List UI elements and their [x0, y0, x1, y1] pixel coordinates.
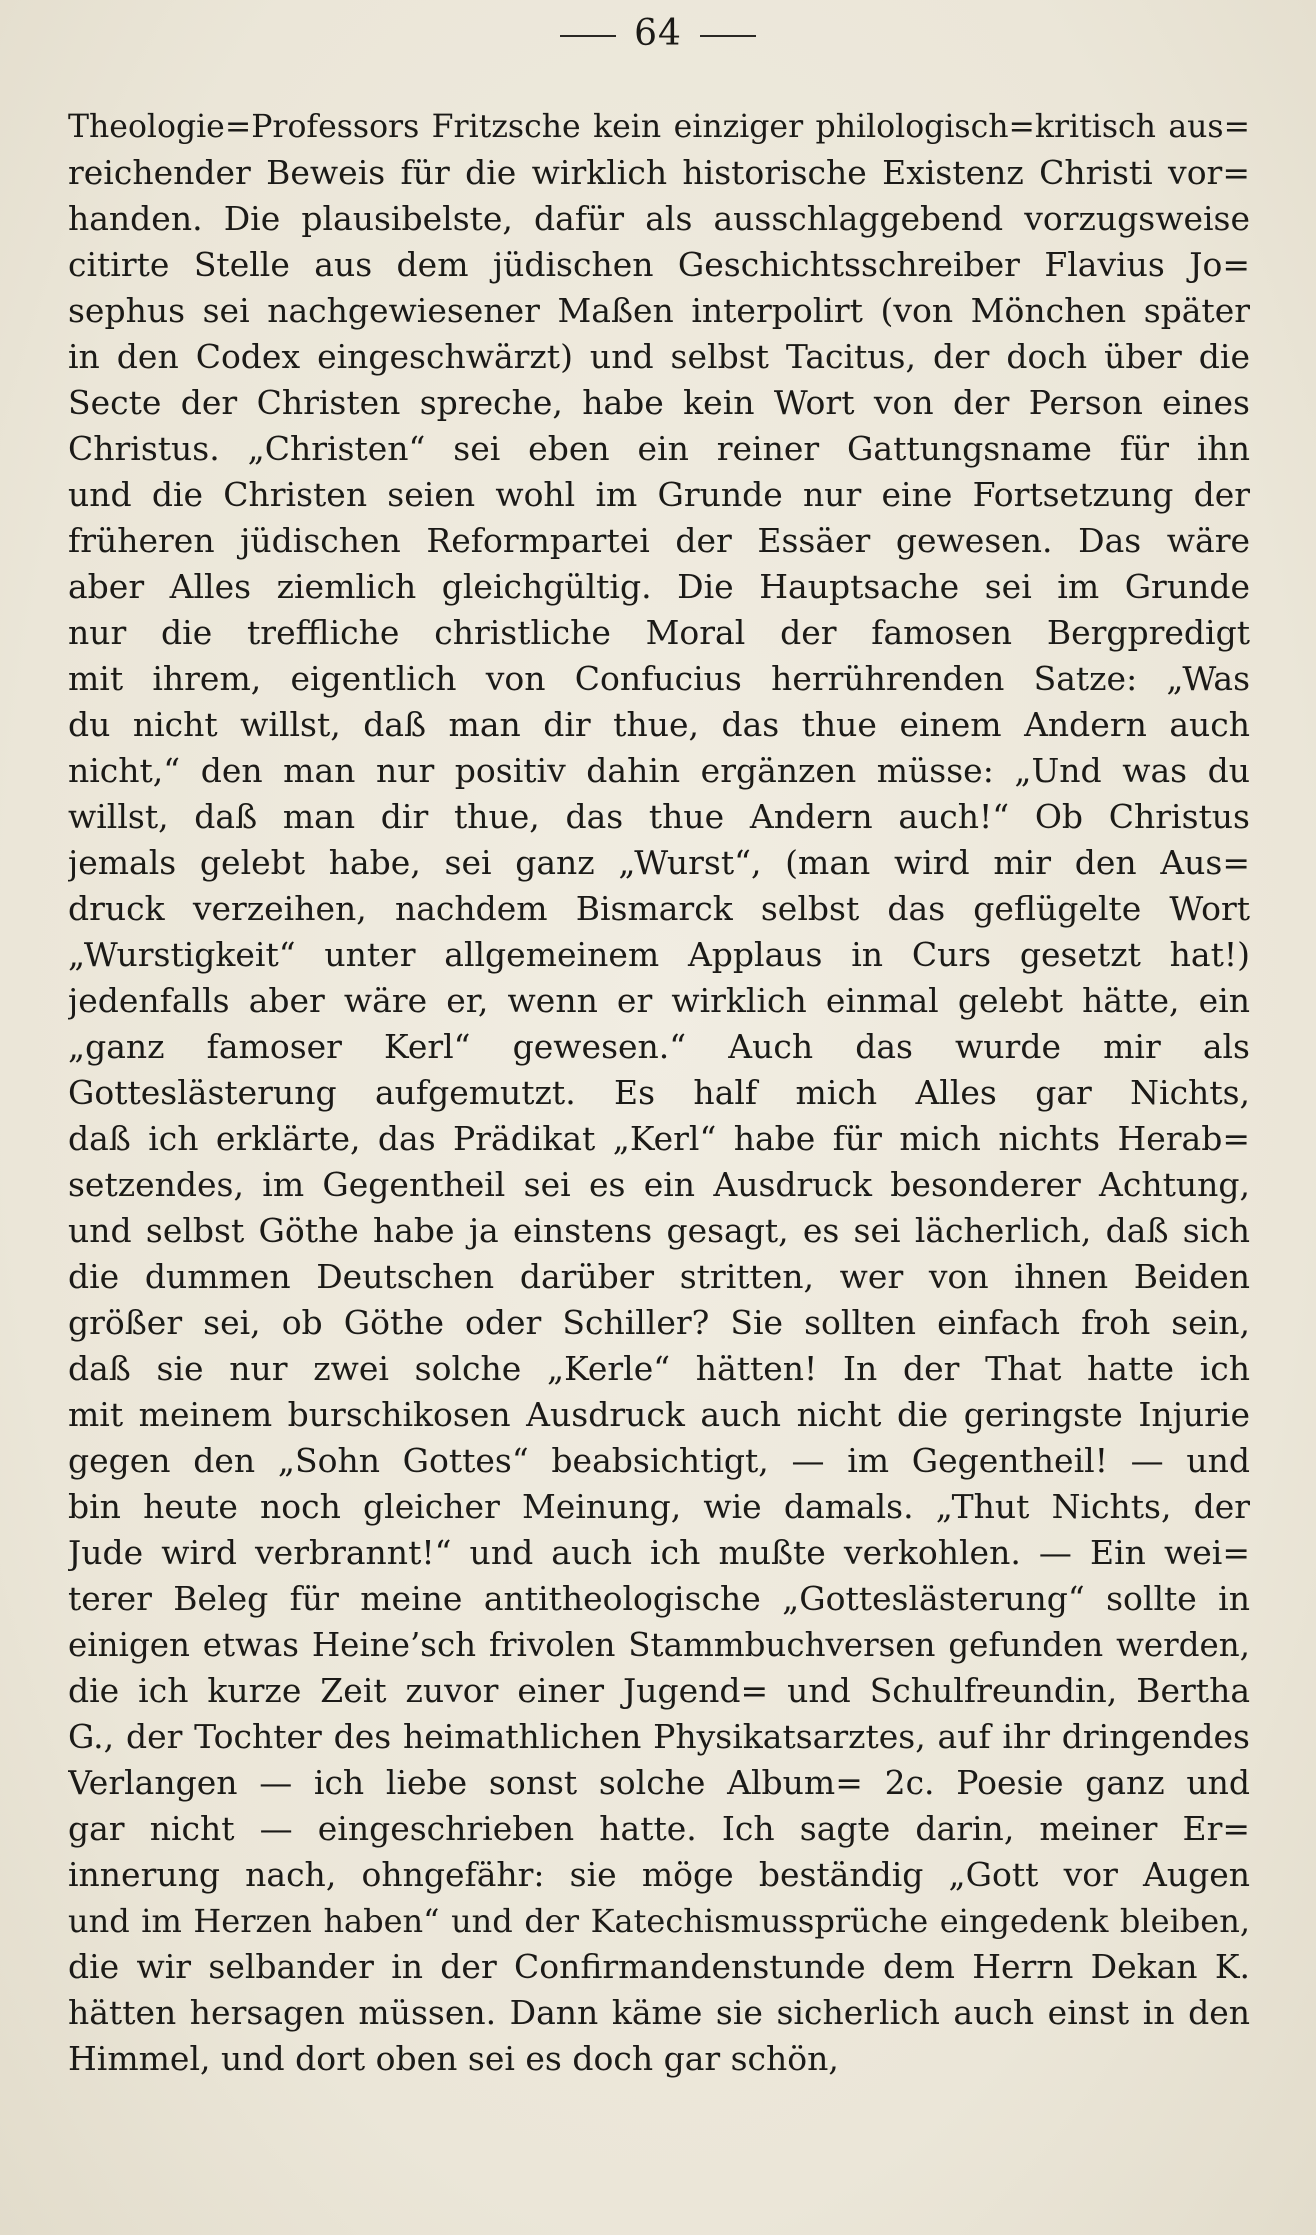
text-line: Jude wird verbrannt!“ und auch ich mußte verkohlen. — Ein wei=	[68, 1533, 1250, 1572]
text-line: hätten hersagen müssen. Dann käme sie sicherlich auch einst in den	[68, 1993, 1250, 2032]
text-line: nicht,“ den man nur positiv dahin ergänzen müsse: „Und was du	[68, 751, 1250, 790]
text-line: Theologie=Professors Fritzsche kein einziger philologisch=kritisch aus=	[68, 109, 1250, 145]
text-line: früheren jüdischen Reformpartei der Essäer gewesen. Das wäre	[68, 521, 1250, 560]
text-line: Secte der Christen spreche, habe kein Wort von der Person eines	[68, 383, 1250, 422]
text-line: aber Alles ziemlich gleichgültig. Die Hauptsache sei im Grunde	[68, 567, 1250, 606]
text-line: größer sei, ob Göthe oder Schiller? Sie sollten einfach froh sein,	[68, 1303, 1250, 1342]
header-dash-right	[700, 35, 756, 37]
text-line: die wir selbander in der Confirmandenstunde dem Herrn Dekan K.	[68, 1947, 1250, 1986]
text-line: „ganz famoser Kerl“ gewesen.“ Auch das wurde mir als	[68, 1027, 1250, 1066]
text-line: reichender Beweis für die wirklich historische Existenz Christi vor=	[68, 153, 1250, 192]
text-line: die dummen Deutschen darüber stritten, wer von ihnen Beiden	[68, 1257, 1250, 1296]
page-number: 64	[634, 13, 682, 54]
text-line: Gotteslästerung aufgemutzt. Es half mich Alles gar Nichts,	[68, 1073, 1250, 1112]
text-line: nur die treffliche christliche Moral der famosen Bergpredigt	[68, 613, 1250, 652]
text-line: und selbst Göthe habe ja einstens gesagt, es sei lächerlich, daß sich	[68, 1211, 1250, 1250]
text-line: daß ich erklärte, das Prädikat „Kerl“ habe für mich nichts Herab=	[68, 1119, 1250, 1158]
text-line: du nicht willst, daß man dir thue, das thue einem Andern auch	[68, 705, 1250, 744]
text-line: die ich kurze Zeit zuvor einer Jugend= und Schulfreundin, Bertha	[68, 1671, 1250, 1710]
text-line: terer Beleg für meine antitheologische „Gotteslästerung“ sollte in	[68, 1579, 1250, 1618]
text-line: handen. Die plausibelste, dafür als ausschlaggebend vorzugsweise	[68, 199, 1250, 238]
text-line: willst, daß man dir thue, das thue Andern auch!“ Ob Christus	[68, 797, 1250, 836]
text-line: einigen etwas Heine’sch frivolen Stammbuchversen gefunden werden,	[68, 1626, 1250, 1664]
text-line: daß sie nur zwei solche „Kerle“ hätten! In der That hatte ich	[68, 1349, 1250, 1388]
text-line: Himmel, und dort oben sei es doch gar schön,	[68, 2039, 839, 2078]
header-dash-left	[560, 35, 616, 37]
text-line: und die Christen seien wohl im Grunde nur eine Fortsetzung der	[68, 475, 1250, 514]
text-line: citirte Stelle aus dem jüdischen Geschichtsschreiber Flavius Jo=	[68, 245, 1250, 284]
text-line: jedenfalls aber wäre er, wenn er wirklich einmal gelebt hätte, ein	[68, 981, 1250, 1020]
body-text	[68, 104, 1250, 2082]
text-line: Verlangen — ich liebe sonst solche Album= 2c. Poesie ganz und	[68, 1763, 1250, 1802]
text-line: G., der Tochter des heimathlichen Physikatsarztes, auf ihr dringendes	[68, 1717, 1250, 1756]
text-line: sephus sei nachgewiesener Maßen interpolirt (von Mönchen später	[68, 291, 1250, 330]
text-line: „Wurstigkeit“ unter allgemeinem Applaus in Curs gesetzt hat!)	[68, 935, 1250, 974]
page-header	[0, 6, 1316, 62]
text-line: mit ihrem, eigentlich von Confucius herrührenden Satze: „Was	[68, 659, 1250, 698]
text-line: setzendes, im Gegentheil sei es ein Ausdruck besonderer Achtung,	[68, 1165, 1250, 1204]
text-line: jemals gelebt habe, sei ganz „Wurst“, (man wird mir den Aus=	[68, 843, 1250, 882]
text-line: innerung nach, ohngefähr: sie möge beständig „Gott vor Augen	[68, 1855, 1250, 1894]
text-line: und im Herzen haben“ und der Katechismussprüche eingedenk bleiben,	[68, 1902, 1250, 1940]
text-line: in den Codex eingeschwärzt) und selbst Tacitus, der doch über die	[68, 337, 1250, 376]
text-line: gar nicht — eingeschrieben hatte. Ich sagte darin, meiner Er=	[68, 1809, 1250, 1848]
text-line: bin heute noch gleicher Meinung, wie damals. „Thut Nichts, der	[68, 1487, 1250, 1526]
text-line: mit meinem burschikosen Ausdruck auch nicht die geringste Injurie	[68, 1395, 1250, 1434]
text-line: gegen den „Sohn Gottes“ beabsichtigt, — im Gegentheil! — und	[68, 1441, 1250, 1480]
text-line: druck verzeihen, nachdem Bismarck selbst das geflügelte Wort	[68, 889, 1250, 928]
text-line: Christus. „Christen“ sei eben ein reiner Gattungsname für ihn	[68, 429, 1250, 468]
